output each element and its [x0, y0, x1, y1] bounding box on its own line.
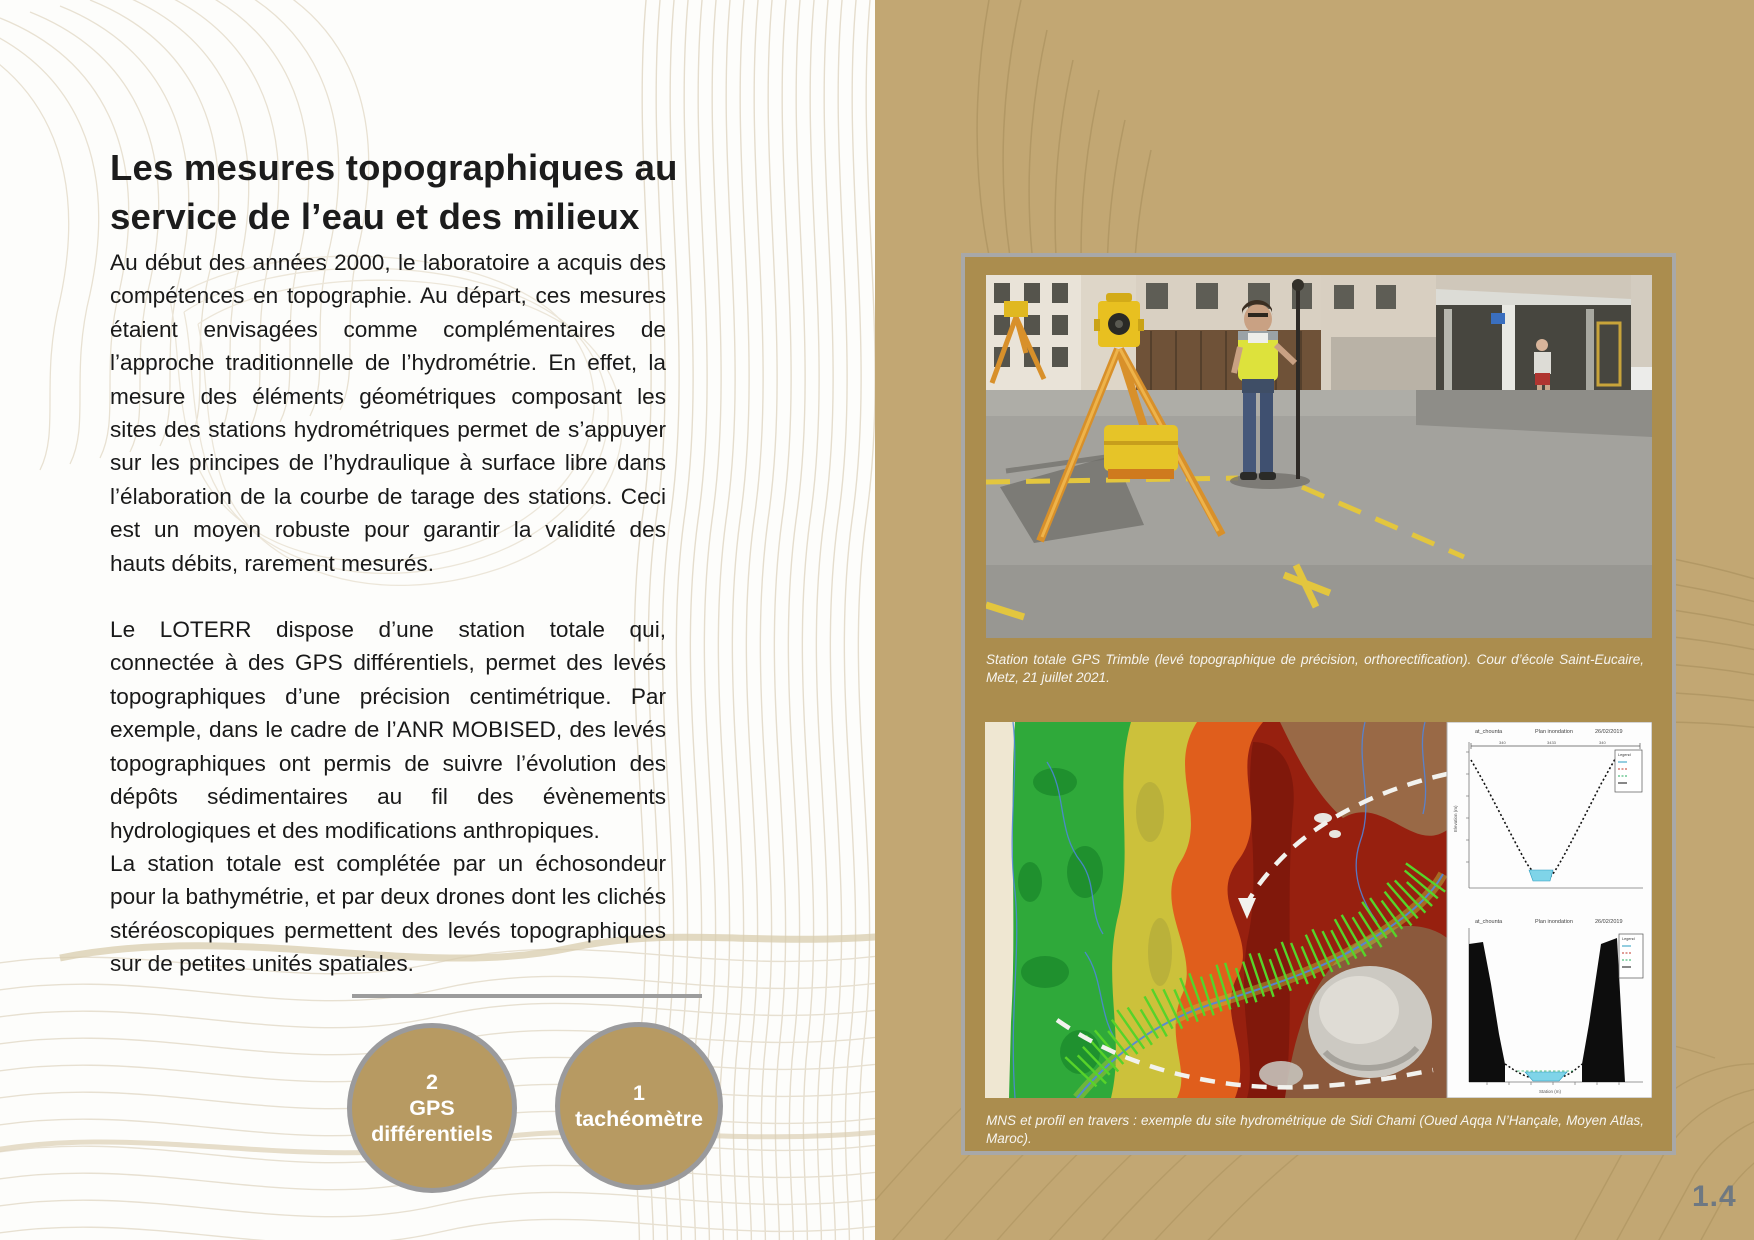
chart2-title-mid: Plan inondation	[1535, 919, 1573, 925]
badge-value: 1	[633, 1081, 645, 1105]
badge-value: 2	[426, 1070, 438, 1094]
photo-illustration	[986, 275, 1652, 638]
photo-total-station	[986, 275, 1652, 638]
chart1-legend-title: Legend	[1618, 753, 1631, 757]
page-title: Les mesures topographiques au service de l’eau et des milieux	[110, 147, 678, 237]
figure1-caption: Station totale GPS Trimble (levé topographique de précision, orthorectification). Cour d’école Saint-Eucaire, Metz, 21 juillet 2021.	[986, 652, 1644, 685]
chart2-legend-title: Legend	[1622, 937, 1635, 941]
body-paragraph: Au début des années 2000, le laboratoire a acquis des compétences en topographie. Au départ, ces mesures étaient envisagées comme complémentaires de l’approche traditionnelle de l’hydrométrie. En effet, la mesure des éléments géométriques composant les sites des stations hydrométriques permet de s’appuyer sur les principes de l’hydraulique à surface libre dans l’élaboration de la courbe de tarage des stations. Ceci est un moyen robuste pour garantir la validité des hauts débits, rarement mesurés.	[110, 250, 666, 576]
page-number: 1.4	[1692, 1180, 1737, 1213]
chart1-ylabel: Elevation (m)	[1453, 805, 1458, 832]
mns-map-figure	[985, 722, 1652, 1098]
svg-text:340: 340	[1599, 740, 1606, 745]
stat-badge-tacheometre	[555, 1022, 723, 1190]
left-page	[0, 0, 875, 1240]
stat-badge-gps	[347, 1023, 517, 1193]
chart2-xlabel: Station (m)	[1539, 1089, 1562, 1094]
badge-label: tachéomètre	[575, 1107, 703, 1131]
chart1-title-left: at_chounta	[1475, 729, 1503, 735]
svg-text:3433: 3433	[1547, 740, 1556, 745]
mns-map-illustration	[985, 722, 1652, 1098]
chart1-title-mid: Plan inondation	[1535, 729, 1573, 735]
chart1-title-right: 26/02/2019	[1595, 729, 1623, 735]
figure2-caption: MNS et profil en travers : exemple du site hydrométrique de Sidi Chami (Oued Aqqa N’Hançale, Moyen Atlas, Maroc).	[986, 1113, 1644, 1146]
badge-label: différentiels	[371, 1122, 493, 1146]
svg-text:340: 340	[1499, 740, 1506, 745]
body-paragraph: Le LOTERR dispose d’une station totale qui, connectée à des GPS différentiels, permet des levés topographiques d’une précision centimétrique. Par exemple, dans le cadre de l’ANR MOBISED, des levés topographiques ont permis de suivre l’évolution des dépôts sédimentaires au fil des évènements hydrologiques et des modifications anthropiques.	[110, 617, 666, 843]
chart2-title-right: 26/02/2019	[1595, 919, 1623, 925]
body-text	[110, 246, 666, 981]
chart2-title-left: at_chounta	[1475, 919, 1503, 925]
body-paragraph: La station totale est complétée par un échosondeur pour la bathymétrie, et par deux drones dont les clichés stéréoscopiques permettent des levés topographiques sur de petites unités spatiales.	[110, 850, 666, 977]
badge-label: GPS	[409, 1096, 455, 1120]
section-divider-line	[352, 994, 702, 998]
figure-panel	[961, 253, 1676, 1155]
